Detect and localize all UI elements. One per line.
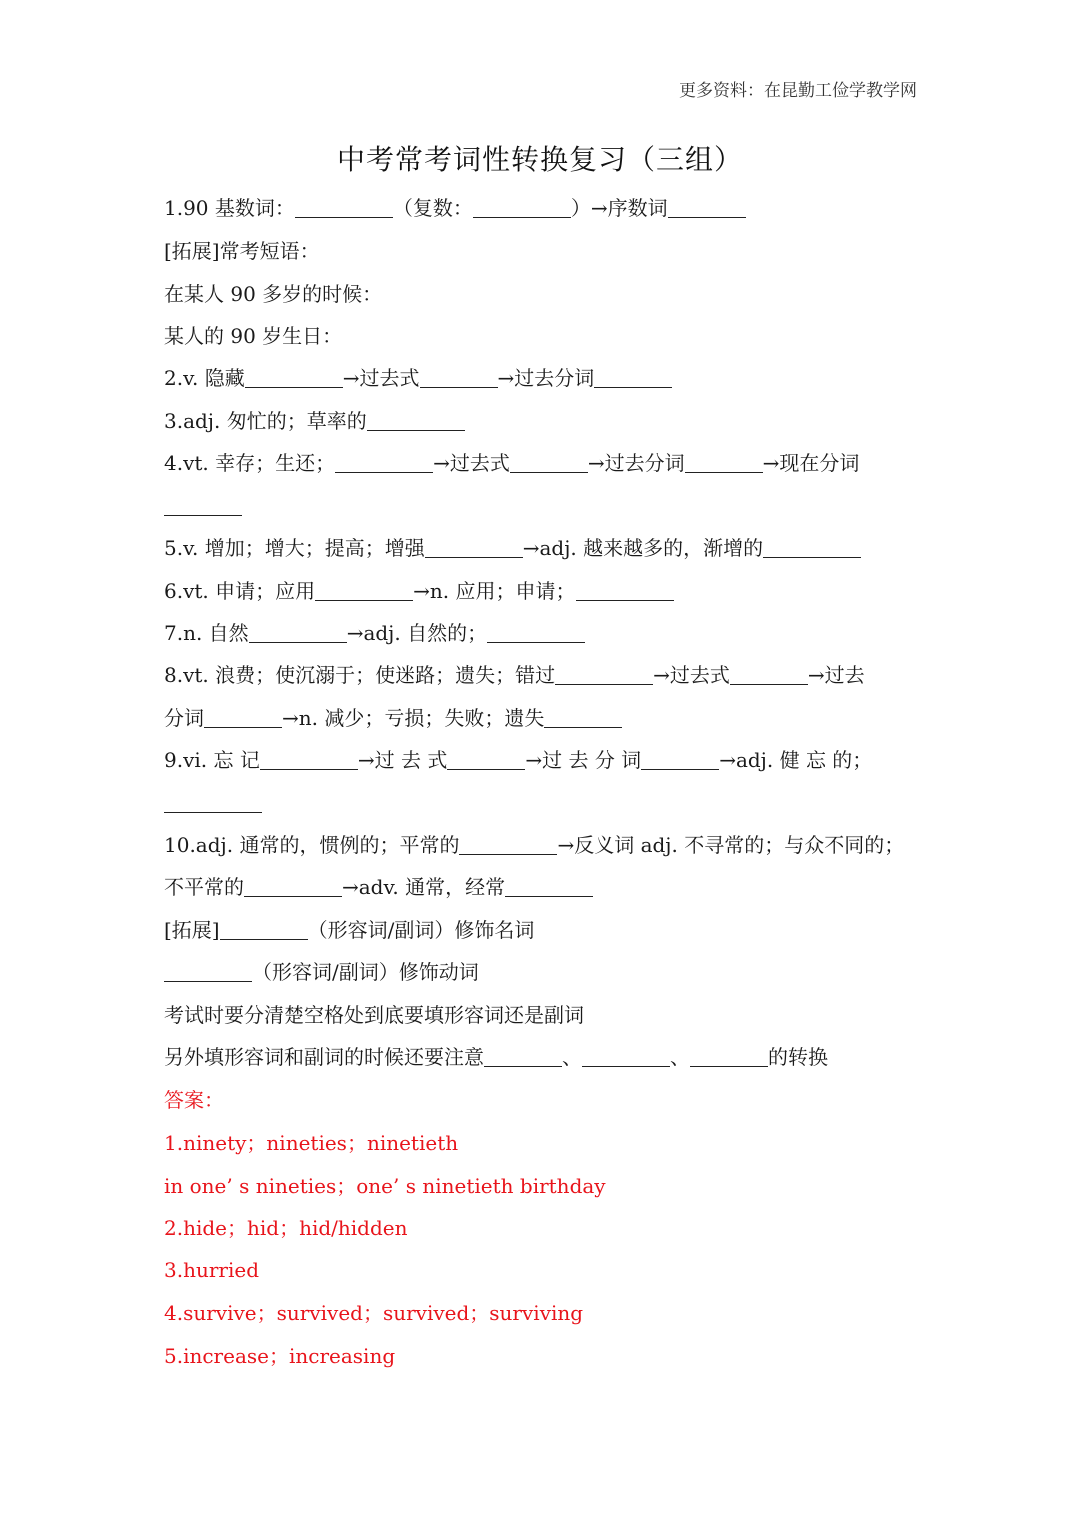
q10-text-c: 不平常的 <box>164 875 244 899</box>
q10-line <box>164 830 904 860</box>
ext2-text-a: [拓展] <box>164 918 220 942</box>
note2-blank-3 <box>690 1044 768 1067</box>
ext2-line-1 <box>164 915 534 945</box>
q1-text-a: 1.90 基数词： <box>164 196 295 220</box>
q5-text-b: →adj. 越来越多的，渐增的 <box>522 536 764 560</box>
q6-blank-1 <box>315 578 413 601</box>
q8-line <box>164 660 865 690</box>
q2-blank-3 <box>594 365 672 388</box>
q9-text-c: →过 去 分 词 <box>525 748 642 772</box>
q8-blank-2 <box>730 662 808 685</box>
q8-text-a: 8.vt. 浪费；使沉溺于；使迷路；遗失；错过 <box>164 663 556 687</box>
q1-text-b: （复数： <box>392 196 473 220</box>
q9-line-cont <box>164 788 262 818</box>
q8-text-d: 分词 <box>164 706 204 730</box>
q1-line <box>164 193 746 223</box>
q2-text-b: →过去式 <box>342 366 420 390</box>
q8-line-cont <box>164 703 622 733</box>
q4-line-cont <box>164 491 242 521</box>
q2-text-a: 2.v. 隐藏 <box>164 366 245 390</box>
q6-text-b: →n. 应用；申请； <box>413 579 576 603</box>
q4-blank-3 <box>685 450 763 473</box>
ext2-blank-1 <box>220 917 308 940</box>
answers-label: 答案： <box>164 1088 224 1112</box>
q8-text-c: →过去 <box>807 663 865 687</box>
q1-blank-2 <box>473 195 571 218</box>
q8-blank-3 <box>204 705 282 728</box>
note2-blank-1 <box>484 1044 562 1067</box>
q7-text-a: 7.n. 自然 <box>164 621 249 645</box>
q4-line <box>164 448 859 478</box>
q6-text-a: 6.vt. 申请；应用 <box>164 579 316 603</box>
q10-blank-3 <box>505 874 593 897</box>
q2-blank-1 <box>245 365 343 388</box>
q9-blank-2 <box>447 747 525 770</box>
q9-text-d: →adj. 健 忘 的； <box>719 748 873 772</box>
answer-5: 5.increase；increasing <box>164 1344 396 1368</box>
q6-line <box>164 576 674 606</box>
ext2-line-2 <box>164 957 479 987</box>
note-line-1: 考试时要分清楚空格处到底要填形容词还是副词 <box>164 1003 584 1027</box>
q7-text-b: →adj. 自然的； <box>346 621 488 645</box>
q9-line <box>164 745 872 775</box>
q4-blank-2 <box>510 450 588 473</box>
q1-blank-1 <box>295 195 393 218</box>
phrase-line-2: 某人的 90 岁生日： <box>164 324 343 348</box>
q10-blank-2 <box>244 874 342 897</box>
answer-2: 2.hide；hid；hid/hidden <box>164 1216 408 1240</box>
q7-line <box>164 618 585 648</box>
q8-blank-1 <box>555 662 653 685</box>
page-header: 更多资料：在昆勤工俭学教学网 <box>679 81 917 101</box>
q5-text-a: 5.v. 增加；增大；提高；增强 <box>164 536 425 560</box>
q10-text-a: 10.adj. 通常的，惯例的；平常的 <box>164 833 460 857</box>
phrase-line-1: 在某人 90 多岁的时候： <box>164 282 383 306</box>
q4-text-b: →过去式 <box>433 451 510 475</box>
answer-3: 3.hurried <box>164 1258 259 1282</box>
page-title: 中考常考词性转换复习（三组） <box>336 143 743 176</box>
ext1-line: [拓展]常考短语： <box>164 239 320 263</box>
q3-line <box>164 406 465 436</box>
q1-text-c: ）→序数词 <box>570 196 668 220</box>
q10-text-d: →adv. 通常，经常 <box>342 875 506 899</box>
q10-line-cont <box>164 872 593 902</box>
q9-blank-3 <box>641 747 719 770</box>
note2-sep-2: 、 <box>670 1045 690 1069</box>
ext2-text-b: （形容词/副词）修饰名词 <box>307 918 535 942</box>
q9-text-a: 9.vi. 忘 记 <box>164 748 260 772</box>
q8-text-b: →过去式 <box>653 663 730 687</box>
note2-sep-1: 、 <box>562 1045 582 1069</box>
q3-blank-1 <box>367 408 465 431</box>
q5-blank-2 <box>763 535 861 558</box>
q7-blank-1 <box>249 620 347 643</box>
q8-blank-4 <box>544 705 622 728</box>
q9-blank-1 <box>260 747 358 770</box>
q4-text-a: 4.vt. 幸存；生还； <box>164 451 336 475</box>
q8-text-e: →n. 减少；亏损；失败；遗失 <box>282 706 545 730</box>
answer-4: 4.survive；survived；survived；surviving <box>164 1301 584 1325</box>
ext2-text-c: （形容词/副词）修饰动词 <box>252 960 479 984</box>
note2-blank-2 <box>582 1044 670 1067</box>
note2-text-a: 另外填形容词和副词的时候还要注意 <box>164 1045 484 1069</box>
answer-1: 1.ninety；nineties；ninetieth <box>164 1131 459 1155</box>
q3-text-a: 3.adj. 匆忙的；草率的 <box>164 409 367 433</box>
q6-blank-2 <box>576 578 674 601</box>
q5-line <box>164 533 861 563</box>
q2-blank-2 <box>420 365 498 388</box>
q2-text-c: →过去分词 <box>497 366 595 390</box>
note-line-2 <box>164 1042 828 1072</box>
q7-blank-2 <box>487 620 585 643</box>
q4-text-c: →过去分词 <box>587 451 685 475</box>
q10-blank-1 <box>459 832 557 855</box>
note2-text-b: 的转换 <box>768 1045 828 1069</box>
q4-blank-4 <box>164 493 242 516</box>
q5-blank-1 <box>425 535 523 558</box>
answer-1b: in one’ s nineties；one’ s ninetieth birthday <box>164 1174 606 1198</box>
q9-blank-4 <box>164 790 262 813</box>
q2-line <box>164 363 672 393</box>
q4-text-d: →现在分词 <box>762 451 860 475</box>
q1-blank-3 <box>668 195 746 218</box>
q9-text-b: →过 去 式 <box>357 748 448 772</box>
q4-blank-1 <box>335 450 433 473</box>
q10-text-b: →反义词 adj. 不寻常的；与众不同的； <box>557 833 905 857</box>
ext2-blank-2 <box>164 959 252 982</box>
